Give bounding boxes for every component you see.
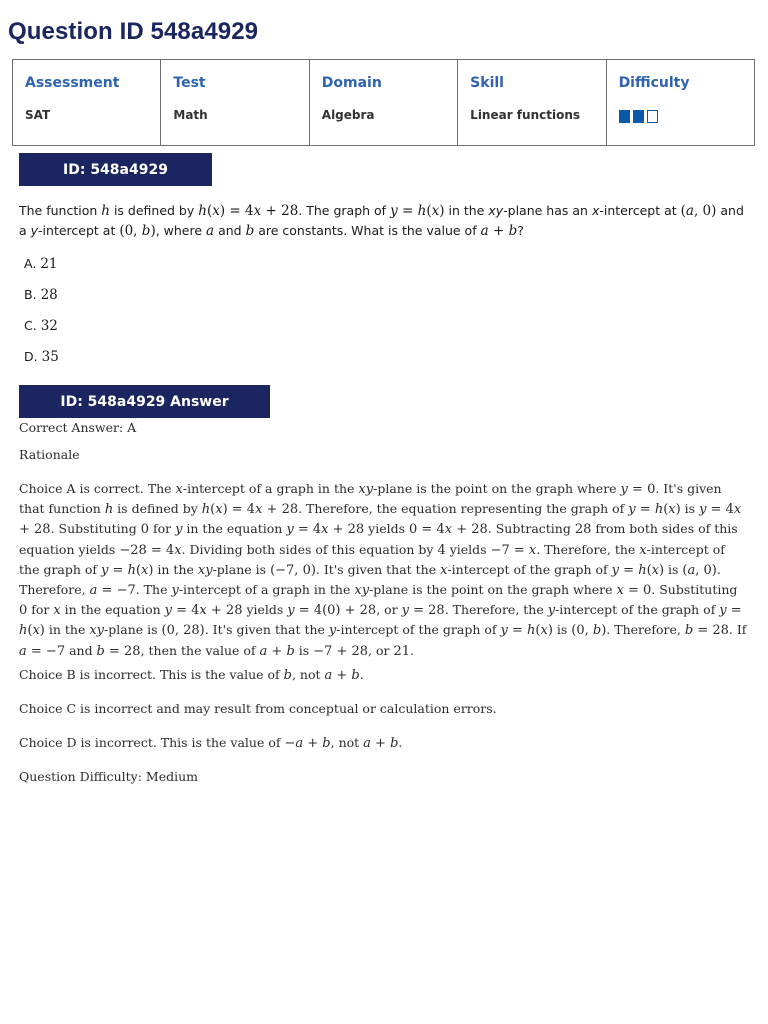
meta-cell-skill — [458, 60, 606, 146]
meta-header-domain: Domain — [321, 75, 382, 91]
answer-id-banner: ID: 548a4929 Answer — [19, 385, 270, 418]
rationale-choice-c: Choice C is incorrect and may result from conceptual or calculation errors. — [19, 701, 497, 716]
meta-header-assessment: Assessment — [25, 75, 120, 91]
meta-header-test: Test — [173, 75, 206, 91]
choice-value: 32 — [40, 317, 58, 334]
meta-cell-difficulty — [606, 60, 754, 146]
correct-answer: Correct Answer: A — [19, 420, 137, 435]
meta-header-difficulty: Difficulty — [618, 75, 690, 91]
choice-value: 28 — [40, 286, 58, 303]
meta-cell-assessment — [13, 60, 161, 146]
question-id-banner: ID: 548a4929 — [19, 153, 212, 186]
choice-letter: D. — [24, 349, 38, 364]
page-title: Question ID 548a4929 — [8, 18, 259, 45]
meta-value-domain: Algebra — [321, 108, 375, 122]
choice-c — [24, 310, 59, 341]
rationale-choice-a: Choice A is correct. The x-intercept of a graph in the xy-plane is the point on the graph where y = 0. It's given that function h is defined by h(x) = 4x + 28. Therefore, the equation representing the graph of y = h(x) is y = 4x + 28. Substituting 0 for y in the equation y = 4x + 28 yields 0 = 4x + 28. Subtracting 28 from both sides of this equation yields −28 = 4x. Dividing both sides of this equation by 4 yields −7 = x. Therefore, the x-intercept of the graph of y = h(x) in the xy-plane is (−7, 0). It's given that the x-intercept of the graph of y = h(x) is (a, 0). Therefore, a = −7. The y-intercept of a graph in the xy-plane is the point on the graph where x = 0. Substituting 0 for x in the equation y = 4x + 28 yields y = 4(0) + 28, or y = 28. Therefore, the y-intercept of the graph of y = h(x) in the xy-plane is (0, 28). It's given that the y-intercept of the graph of y = h(x) is (0, b). Therefore, b = 28. If a = −7 and b = 28, then the value of a + b is −7 + 28, or 21. — [19, 481, 747, 659]
question-meta-table — [12, 59, 755, 146]
difficulty-bar — [647, 110, 658, 123]
meta-value-skill: Linear functions — [470, 108, 581, 122]
choice-value: 35 — [41, 348, 59, 365]
meta-value-test: Math — [173, 108, 208, 122]
answer-choices — [24, 248, 59, 372]
choice-a — [24, 248, 59, 279]
meta-value-assessment: SAT — [25, 108, 51, 122]
meta-cell-test — [161, 60, 309, 146]
rationale-choice-b: Choice B is incorrect. This is the value of b, not a + b. — [19, 667, 364, 683]
difficulty-bar — [619, 110, 630, 123]
meta-header-skill: Skill — [470, 75, 504, 91]
meta-cell-domain — [309, 60, 457, 146]
difficulty-indicator — [619, 110, 742, 123]
difficulty-bar — [633, 110, 644, 123]
choice-value: 21 — [40, 255, 58, 272]
choice-letter: A. — [24, 256, 37, 271]
choice-b — [24, 279, 59, 310]
rationale-choice-d: Choice D is incorrect. This is the value of −a + b, not a + b. — [19, 735, 403, 751]
question-difficulty: Question Difficulty: Medium — [19, 769, 198, 784]
question-stem: The function h is defined by h(x) = 4x + 28. The graph of y = h(x) in the xy-plane has an x-intercept at (a, 0) and a y-intercept at (0, b), where a and b are constants. What is the value of a + b? — [19, 203, 744, 239]
choice-d — [24, 341, 59, 372]
rationale-heading: Rationale — [19, 447, 80, 462]
choice-letter: B. — [24, 287, 37, 302]
choice-letter: C. — [24, 318, 37, 333]
